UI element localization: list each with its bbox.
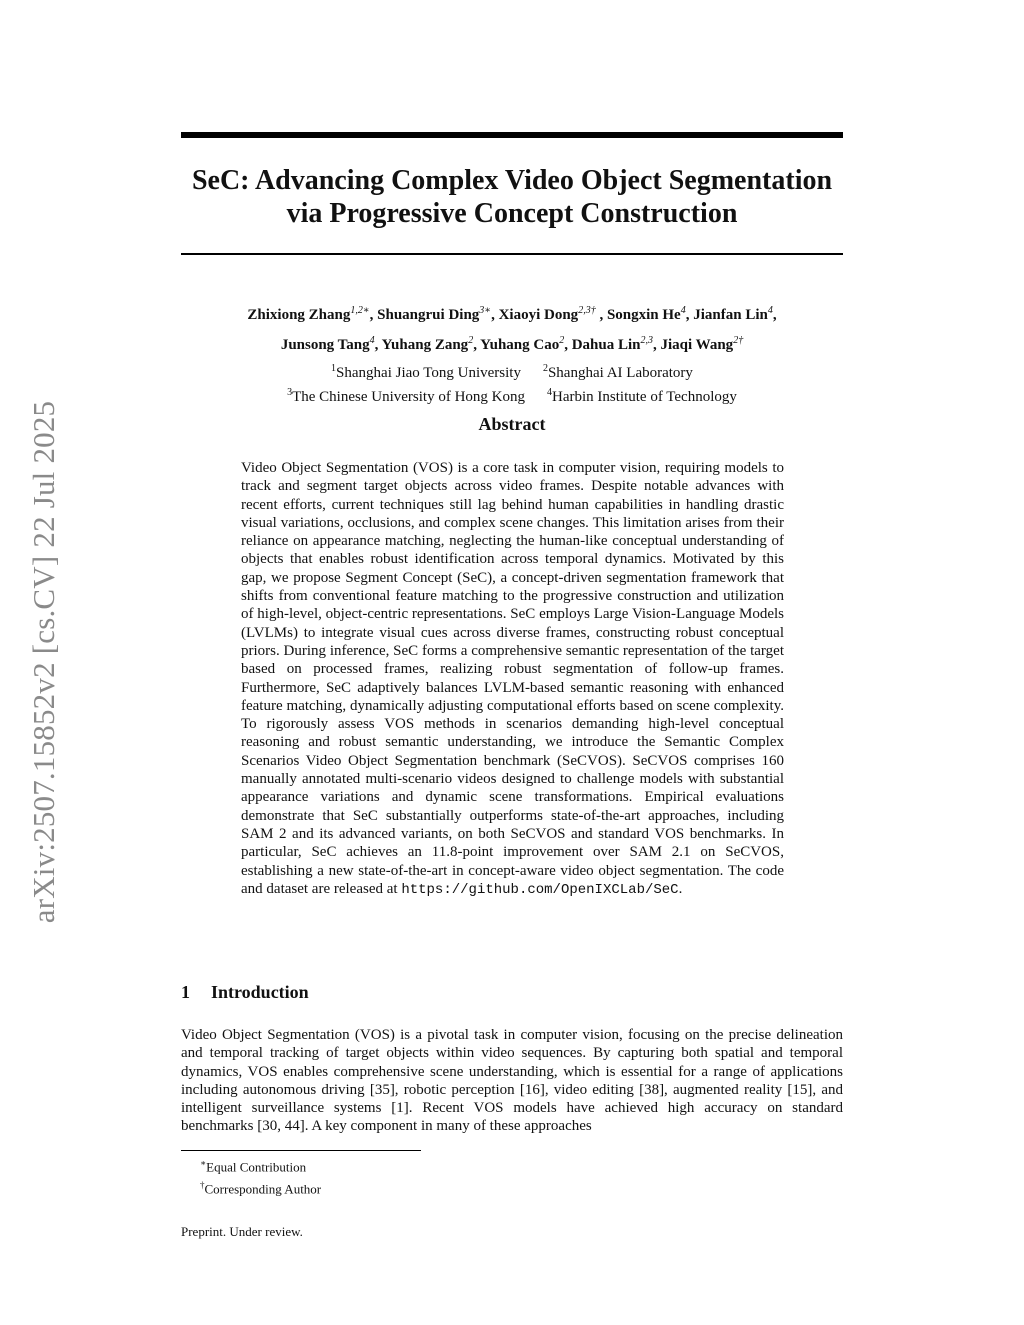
author-mark: 2 [559, 335, 565, 346]
affiliation-name: Shanghai AI Laboratory [547, 365, 693, 381]
author-separator: , [491, 307, 499, 323]
author-mark: 1,2∗ [350, 305, 370, 316]
author-separator: , [653, 337, 661, 353]
title-rule-bottom [181, 253, 843, 255]
author-separator: , [685, 307, 694, 323]
affiliation-name: Shanghai Jiao Tong University [336, 365, 521, 381]
abstract-end-period: . [678, 880, 683, 897]
paper-title [181, 164, 843, 230]
author-name: Junsong Tang [280, 337, 370, 353]
footnote-text: Corresponding Author [204, 1181, 322, 1197]
author-mark: 2,3† [578, 305, 596, 316]
author-mark: 4 [767, 305, 773, 316]
affiliation-mark: 4 [547, 387, 552, 398]
author-name: Jianfan Lin [693, 307, 768, 323]
author-mark: 3∗ [479, 305, 492, 316]
section-heading [181, 982, 309, 1003]
footnote-rule [181, 1150, 421, 1151]
affiliation-mark: 3 [287, 387, 293, 398]
author-mark: 2 [468, 335, 474, 346]
author-separator: , [374, 337, 382, 353]
footnotes [200, 1154, 321, 1199]
author-list [150, 298, 874, 358]
abstract-heading: Abstract [478, 414, 546, 434]
section-title: Introduction [211, 982, 309, 1002]
author-mark: 4 [369, 335, 375, 346]
author-separator: , [369, 307, 378, 323]
author-name: Zhixiong Zhang [247, 307, 351, 323]
section-number: 1 [181, 982, 190, 1002]
footnote-item [200, 1154, 321, 1176]
footnote-text: Equal Contribution [206, 1159, 307, 1175]
author-name: Yuhang Cao [480, 337, 560, 353]
preprint-footer: Preprint. Under review. [181, 1224, 303, 1239]
author-separator: , [473, 337, 481, 353]
affiliation-mark: 2 [542, 363, 548, 374]
affiliation-name: The Chinese University of Hong Kong [292, 389, 525, 405]
footnote-mark: † [200, 1180, 205, 1191]
author-separator: , [564, 337, 572, 353]
author-mark: 2,3 [640, 335, 654, 346]
abstract-text [241, 459, 784, 899]
abstract-paragraph: Video Object Segmentation (VOS) is a core task in computer vision, requiring models to track and segment target objects across video frames. Despite notable advances with recent efforts, current techniques still lag behind human capabilities in handling drastic visual variations, occlusions, and complex scene changes. This limitation arises from their reliance on appearance matching, neglecting the human-like conceptual understanding of objects that enables robust identification across temporal dynamics. Motivated by this gap, we propose Segment Concept (SeC), a concept-driven segmentation framework that shifts from conventional feature matching to the progressive construction and utilization of high-level, object-centric representations. SeC employs Large Vision-Language Models (LVLMs) to integrate visual cues across diverse frames, constructing robust conceptual priors. During inference, SeC forms a comprehensive semantic representation of the target based on processed frames, realizing robust segmentation of follow-up frames. Furthermore, SeC adaptively balances LVLM-based semantic reasoning with enhanced feature matching, dynamically adjusting computational efforts based on scene complexity. To rigorously assess VOS methods in scenarios demanding high-level conceptual reasoning and robust semantic understanding, we introduce the Semantic Complex Scenarios Video Object Segmentation benchmark (SeCVOS). SeCVOS comprises 160 manually annotated multi-scenario videos designed to challenge models with substantial appearance variations and dynamic scene transformations. Empirical evaluations demonstrate that SeC substantially outperforms state-of-the-art approaches, including SAM 2 and its advanced variants, on both SeCVOS and standard VOS benchmarks. In particular, SeC achieves an 11.8-point improvement over SAM 2.1 on SeCVOS, establishing a new state-of-the-art in concept-aware video object segmentation. The code and dataset are released at [241, 460, 784, 897]
affiliation-list [181, 359, 843, 407]
intro-paragraph: Video Object Segmentation (VOS) is a pivotal task in computer vision, focusing on the precise delineation and temporal tracking of target objects within video sequences. By capturing both spatial and temporal dynamics, VOS enables comprehensive scene understanding, which is essential for a range of applications including autonomous driving [35], robotic perception [16], video editing [38], augmented reality [15], and intelligent surveillance systems [1]. Recent VOS models have achieved high accuracy on standard benchmarks [30, 44]. A key component in many of these approaches [181, 1027, 843, 1135]
author-name: Dahua Lin [571, 337, 641, 353]
author-separator: , [772, 307, 777, 323]
author-name: Xiaoyi Dong [498, 307, 579, 323]
title-line-2: via Progressive Concept Construction [286, 198, 738, 229]
author-name: Songxin He [606, 307, 681, 323]
affiliation-name: Harbin Institute of Technology [552, 389, 737, 405]
author-name: Jiaqi Wang [660, 337, 734, 353]
author-separator: , [595, 307, 607, 323]
arxiv-identifier: arXiv:2507.15852v2 [cs.CV] 22 Jul 2025 [26, 400, 61, 924]
affiliation-mark: 1 [331, 363, 337, 374]
code-link[interactable]: https://github.com/OpenIXCLab/SeC [401, 881, 679, 898]
title-rule-top [181, 132, 843, 138]
author-name: Yuhang Zang [381, 337, 469, 353]
footnote-mark: ∗ [200, 1158, 207, 1168]
author-mark: 4 [680, 305, 686, 316]
footnote-item [200, 1176, 321, 1198]
author-name: Shuangrui Ding [377, 307, 480, 323]
title-line-1: SeC: Advancing Complex Video Object Segmentation [191, 165, 833, 196]
author-mark: 2† [733, 335, 744, 346]
